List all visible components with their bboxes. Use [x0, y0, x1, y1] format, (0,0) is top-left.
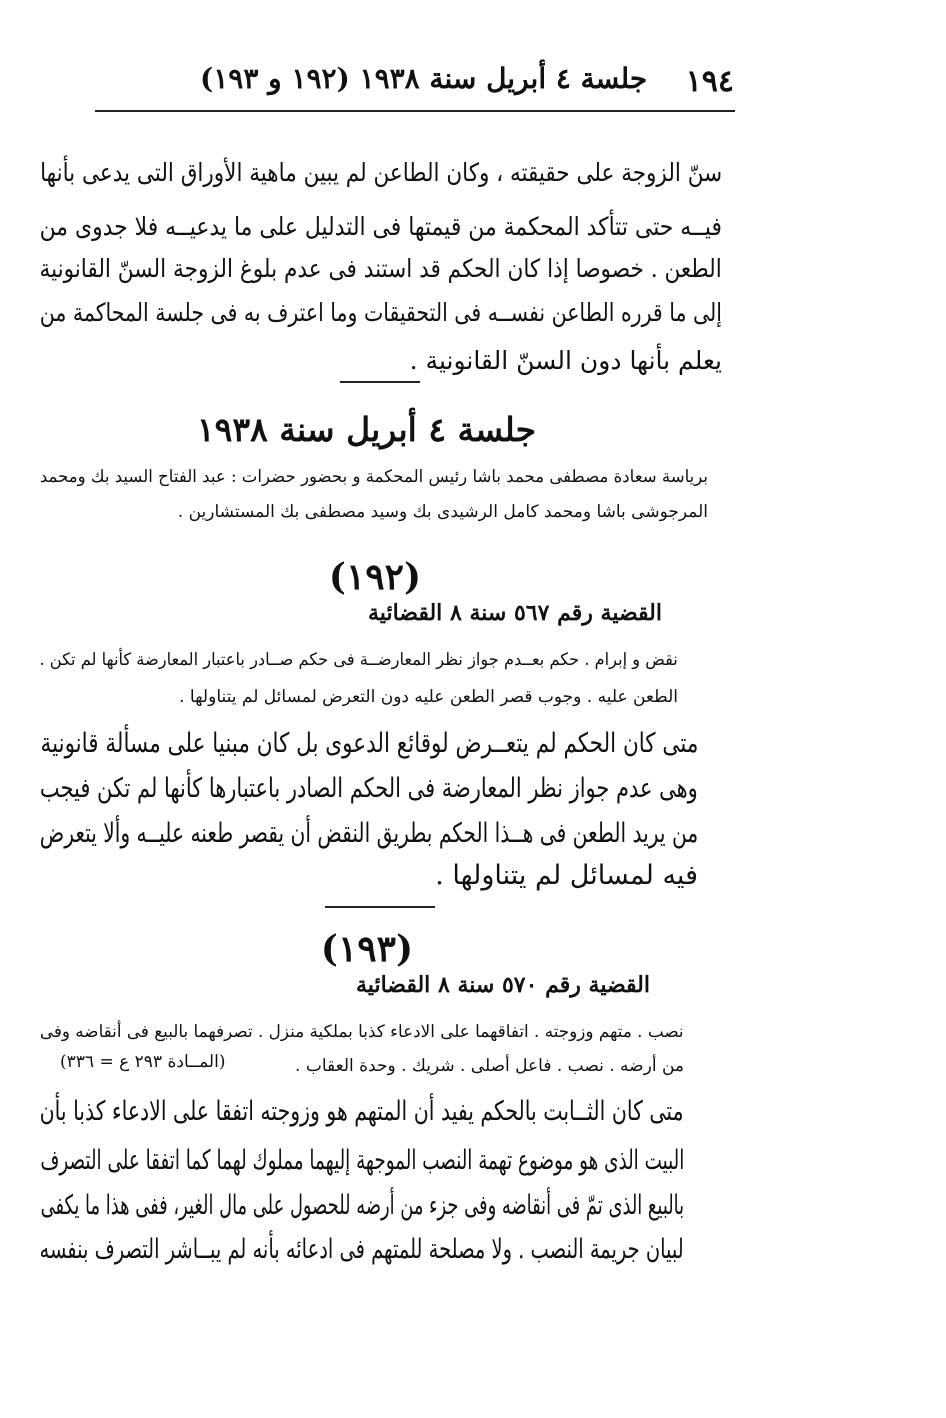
case-title: القضية رقم ٥٦٧ سنة ٨ القضائية [368, 600, 662, 626]
prev-text-line: فيــه حتى تتأكد المحكمة من قيمتها فى التدليل على ما يدعيــه فلا جدوى من [39, 212, 722, 241]
prev-text-line: الطعن . خصوصا إذا كان الحكم قد استند فى عدم بلوغ الزوجة السنّ القانونية [39, 254, 722, 283]
running-header: جلسة ٤ أبريل سنة ١٩٣٨ (١٩٢ و ١٩٣) [200, 62, 648, 95]
case-number: (١٩٣) [320, 928, 413, 970]
page-number: ١٩٤ [685, 64, 734, 99]
case-text-line: من يريد الطعن فى هــذا الحكم بطريق النقض أن يقصر طعنه عليــه وألا يتعرض [39, 818, 698, 849]
case-title: القضية رقم ٥٧٠ سنة ٨ القضائية [356, 972, 650, 998]
case-summary-line: نقض و إبرام . حكم بعــدم جواز نظر المعارضــة فى حكم صــادر باعتبار المعارضة كأنها لم تكن . [39, 650, 678, 670]
case-text-line: البيت الذى هو موضوع تهمة النصب الموجهة إليهما مملوك لهما كما اتفقا على التصرف [40, 1145, 684, 1176]
prev-text-line: إلى ما قرره الطاعن نفســه فى التحقيقات وما اعترف به فى جلسة المحاكمة من [39, 298, 722, 327]
presidency-line: برياسة سعادة مصطفى محمد باشا رئيس المحكمة و بحضور حضرات : عبد الفتاح السيد بك ومحمد [39, 467, 708, 487]
prev-text-line: سنّ الزوجة على حقيقته ، وكان الطاعن لم يبين ماهية الأوراق التى يدعى بأنها [39, 158, 722, 187]
case-text-line: وهى عدم جواز نظر المعارضة فى الحكم الصادر باعتبارها كأنها لم تكن فيجب [40, 773, 698, 804]
case-number: (١٩٢) [328, 556, 421, 598]
section-divider [340, 381, 420, 383]
session-title: جلسة ٤ أبريل سنة ١٩٣٨ [196, 410, 536, 449]
case-summary-line: الطعن عليه . وجوب قصر الطعن عليه دون التعرض لمسائل لم يتناولها . [179, 687, 678, 707]
case-text-line: متى كان الثــابت بالحكم يفيد أن المتهم هو وزوجته اتفقا على الادعاء كذبا بأن [40, 1096, 684, 1127]
article-reference: (المــادة ٢٩٣ ع = ٣٣٦) [60, 1052, 226, 1072]
prev-text-line: يعلم بأنها دون السنّ القانونية . [409, 346, 722, 375]
case-text-line: لبيان جريمة النصب . ولا مصلحة للمتهم فى ادعائه بأنه لم يبــاشر التصرف بنفسه [39, 1234, 684, 1265]
case-text-line: فيه لمسائل لم يتناولها . [435, 860, 698, 891]
case-summary-line: من أرضه . نصب . فاعل أصلى . شريك . وحدة العقاب . [295, 1056, 684, 1076]
case-text-line: متى كان الحكم لم يتعــرض لوقائع الدعوى بل كان مبنيا على مسألة قانونية [40, 728, 698, 759]
header-rule [95, 110, 735, 112]
case-summary-line: نصب . متهم وزوجته . اتفاقهما على الادعاء كذبا بملكية منزل . تصرفهما بالبيع فى أنقاضه وفى [40, 1022, 684, 1042]
section-divider [325, 906, 435, 908]
presidency-line: المرجوشى باشا ومحمد كامل الرشيدى بك وسيد مصطفى بك المستشارين . [177, 502, 708, 522]
case-text-line: بالبيع الذى تمّ فى أنقاضه وفى جزء من أرضه للحصول على مال الغير، ففى هذا ما يكفى [40, 1190, 684, 1221]
